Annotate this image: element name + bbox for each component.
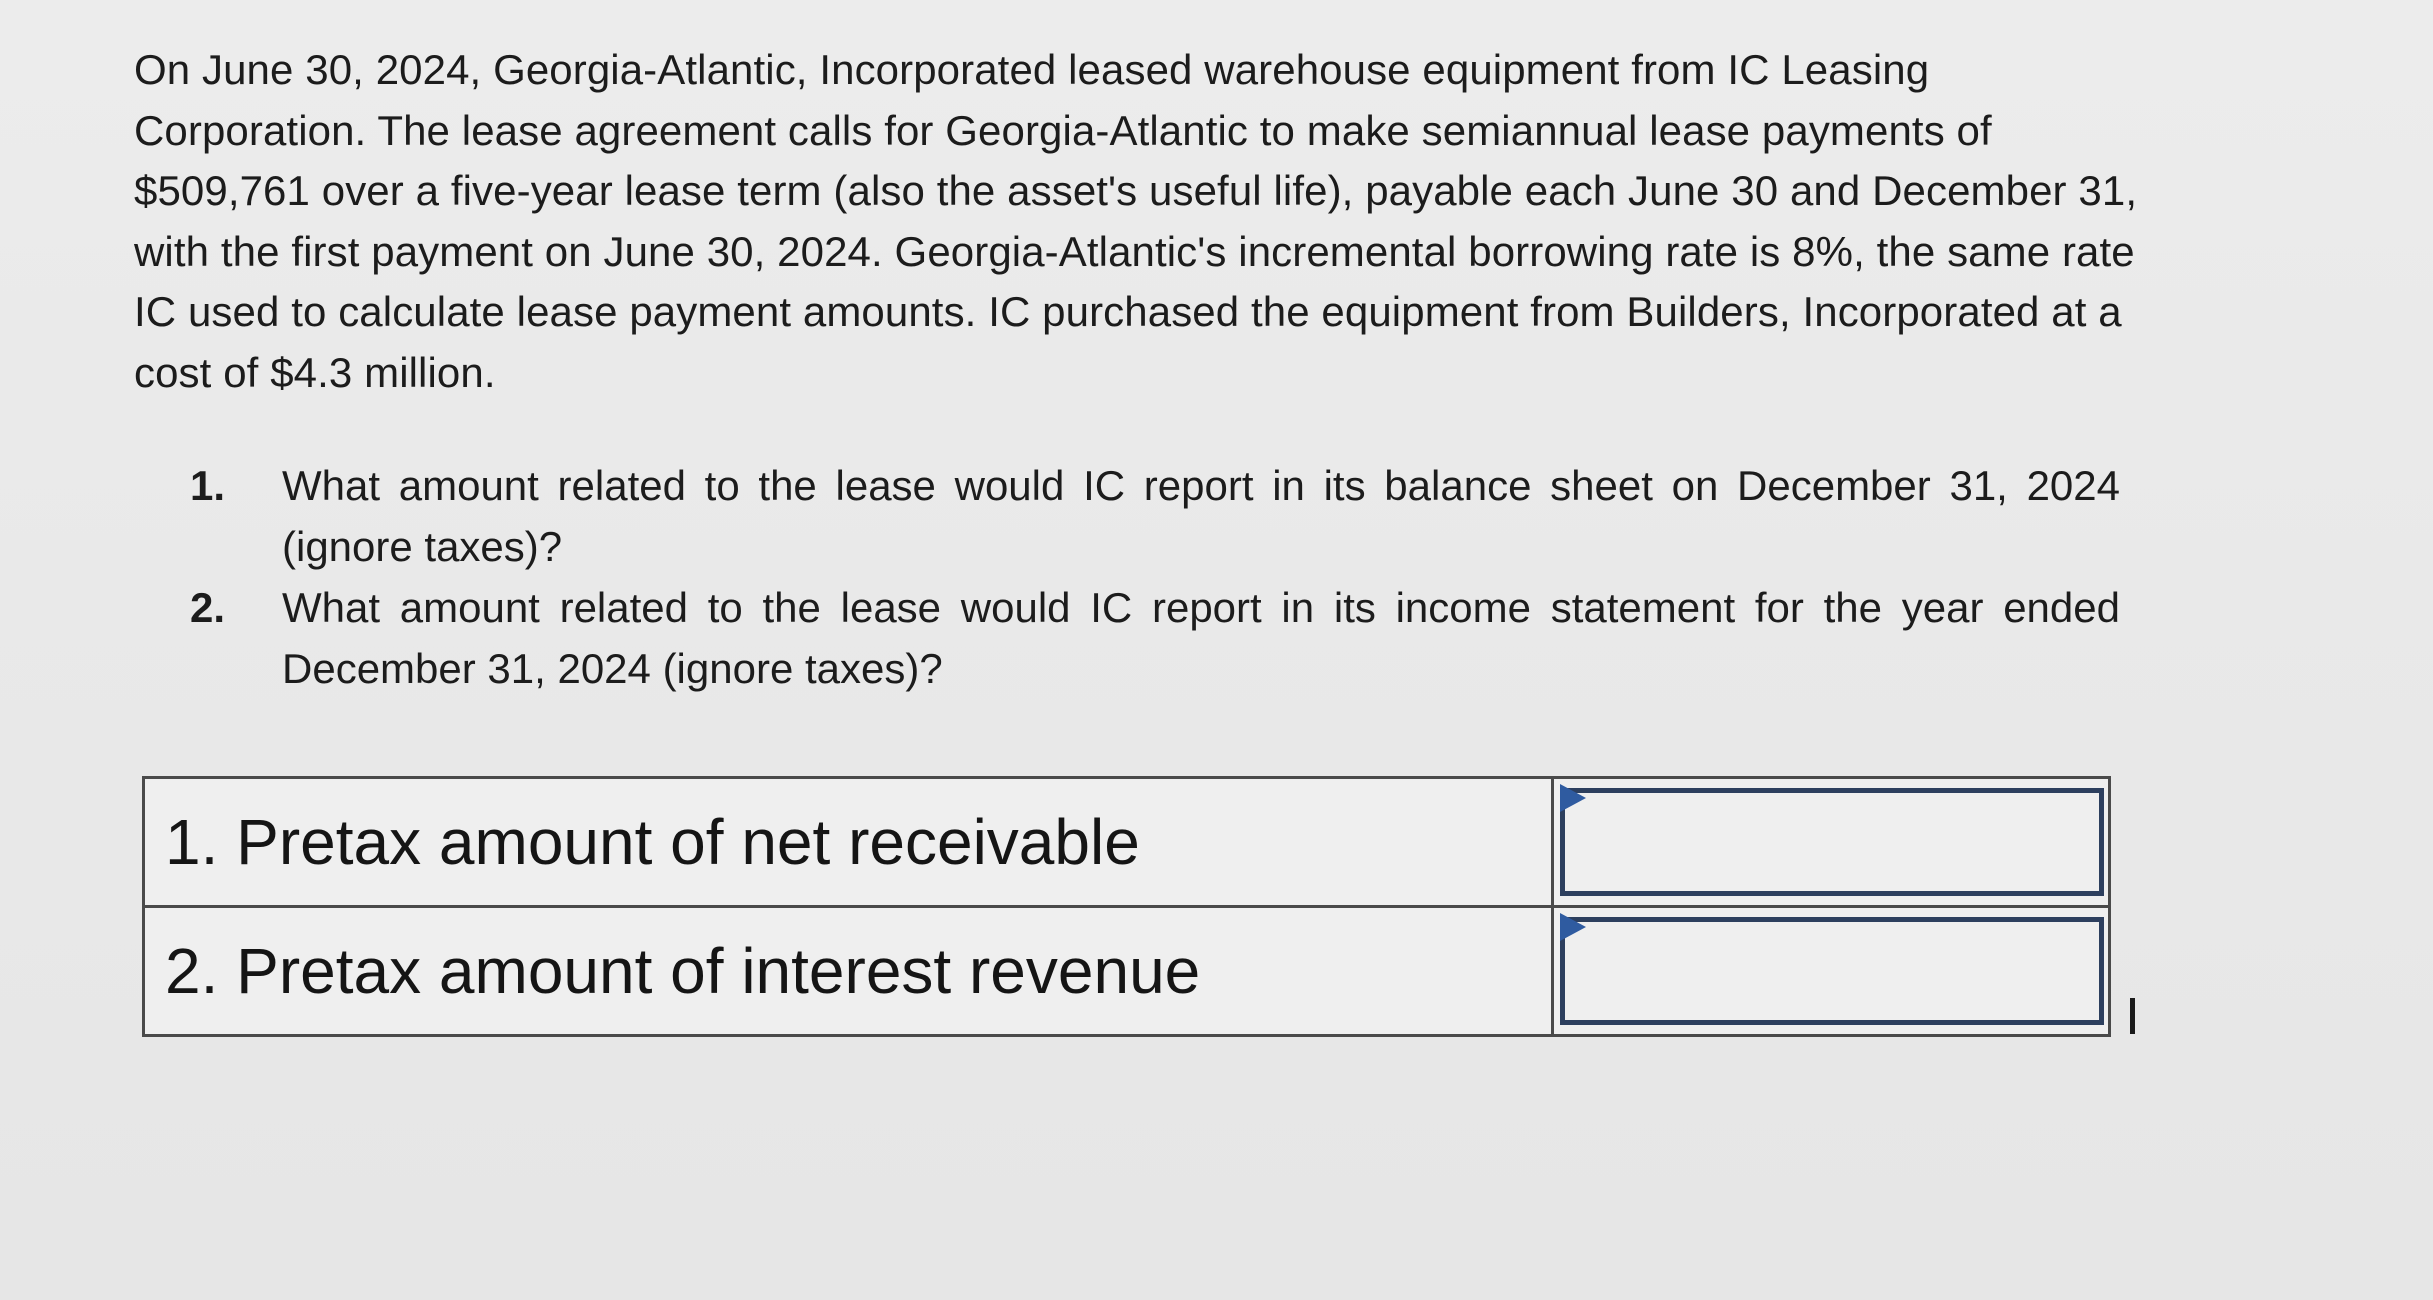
question-list: [190, 455, 2120, 699]
question-text: What amount related to the lease would IC report in its income statement for the year ended December 31, 2024 (ignore taxes)?: [282, 584, 2120, 692]
answer-flag-icon: [1560, 784, 1586, 812]
problem-intro: On June 30, 2024, Georgia-Atlantic, Incorporated leased warehouse equipment from IC Leasing Corporation. The lease agreement calls for Georgia-Atlantic to make semiannual lease payments of $509,761 over a five-year lease term (also the asset's useful life), payable each June 30 and December 31, with the first payment on June 30, 2024. Georgia-Atlantic's incremental borrowing rate is 8%, the same rate IC used to calculate lease payment amounts. IC purchased the equipment from Builders, Incorporated at a cost of $4.3 million.: [134, 46, 2138, 396]
question-item: [190, 577, 2120, 699]
answer-flag-icon: [1560, 913, 1586, 941]
question-text: What amount related to the lease would IC report in its balance sheet on December 31, 2024 (ignore taxes)?: [282, 462, 2120, 570]
text-cursor: [2130, 998, 2135, 1034]
net-receivable-label: 1. Pretax amount of net receivable: [144, 778, 1553, 907]
table-row: [144, 907, 2110, 1036]
question-item: [190, 455, 2120, 577]
question-number: 1.: [190, 462, 226, 509]
interest-revenue-input[interactable]: [1560, 917, 2104, 1025]
interest-revenue-cell: [1553, 907, 2110, 1036]
net-receivable-input[interactable]: [1560, 788, 2104, 896]
table-row: [144, 778, 2110, 907]
answer-table: [142, 776, 2111, 1037]
question-number: 2.: [190, 584, 226, 631]
net-receivable-cell: [1553, 778, 2110, 907]
interest-revenue-label: 2. Pretax amount of interest revenue: [144, 907, 1553, 1036]
